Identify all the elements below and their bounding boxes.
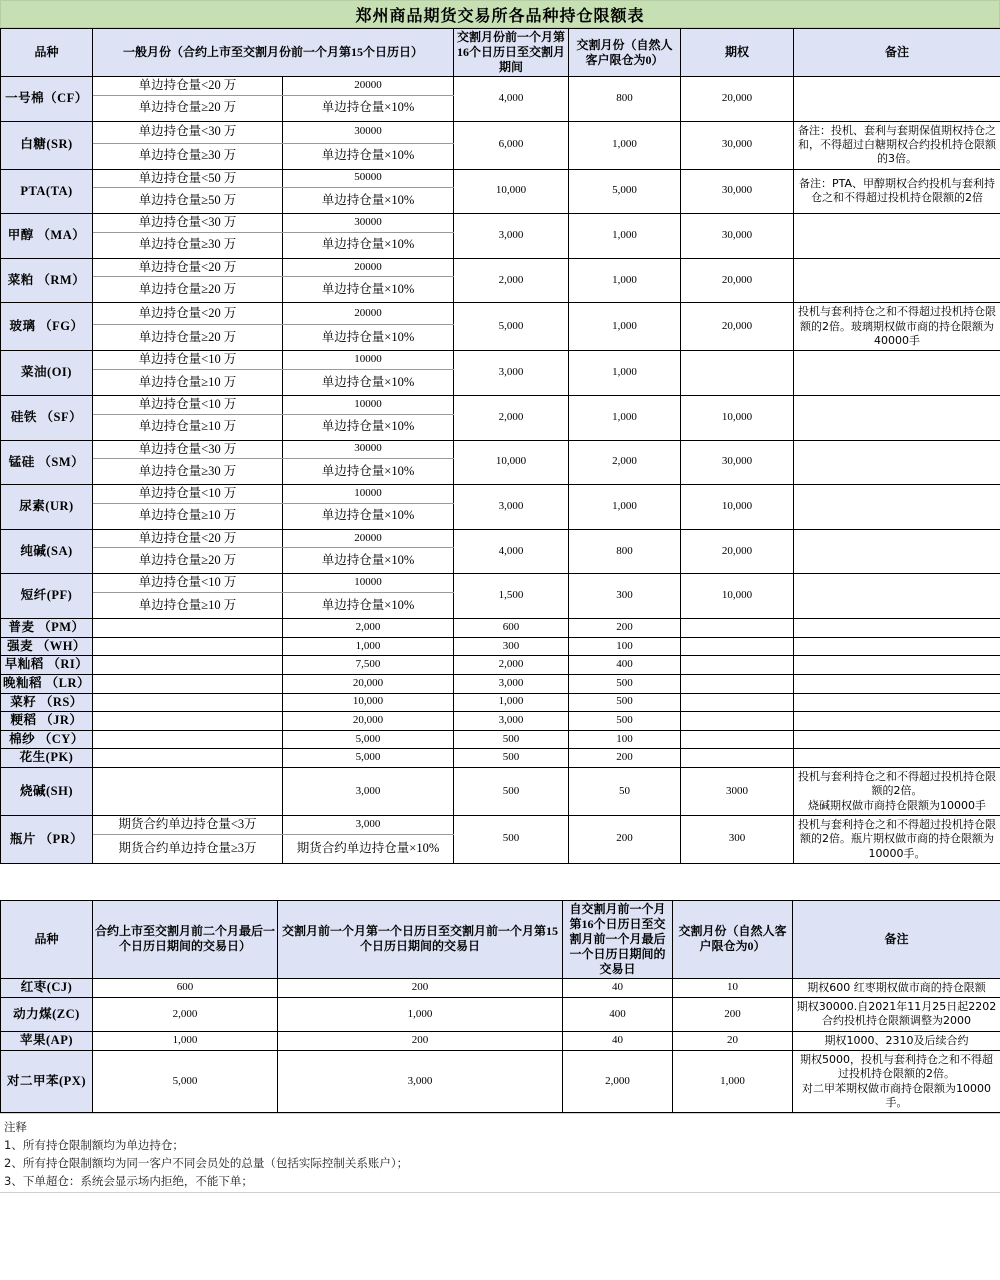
variety-name: 粳稻 （JR） [1,712,93,731]
th2-variety: 品种 [1,900,93,978]
pre-delivery-limit: 600 [454,619,569,638]
variety-name: PTA(TA) [1,169,93,214]
option-limit: 10,000 [681,485,794,530]
th-general-month: 一般月份（合约上市至交割月份前一个月第15个日历日） [93,29,454,77]
option-limit [681,712,794,731]
empty-condition-cell [93,674,283,693]
delivery-limit: 100 [569,730,681,749]
limit-col1: 2,000 [93,998,278,1032]
limit-lower: 单边持仓量×10% [283,188,454,214]
limit-lower: 单边持仓量×10% [283,95,454,121]
th2-col1: 合约上市至交割月前二个月最后一个日历日期间的交易日） [93,900,278,978]
limit-col3: 40 [563,1031,673,1050]
condition-upper: 单边持仓量<20 万 [93,258,283,277]
limit-col3: 400 [563,998,673,1032]
pre-delivery-limit: 3,000 [454,214,569,259]
option-limit: 10,000 [681,574,794,619]
variety-name: 甲醇 （MA） [1,214,93,259]
footnotes-block [0,1113,1000,1193]
option-limit: 300 [681,815,794,863]
delivery-limit: 1,000 [569,485,681,530]
limit-upper: 20000 [283,303,454,325]
delivery-limit: 500 [569,693,681,712]
pre-delivery-limit: 10,000 [454,440,569,485]
limit-col3: 2,000 [563,1051,673,1113]
limit-col4: 10 [673,978,793,997]
condition-upper: 单边持仓量<20 万 [93,303,283,325]
option-limit: 30,000 [681,440,794,485]
limit-lower: 单边持仓量×10% [283,414,454,440]
pre-delivery-limit: 1,000 [454,693,569,712]
th2-col3: 自交割月前一个月第16个日历日至交割月前一个月最后一个日历日期间的交易日 [563,900,673,978]
limit-upper: 30000 [283,440,454,459]
pre-delivery-limit: 1,500 [454,574,569,619]
row-remark [794,730,1000,749]
variety-name: 瓶片 （PR） [1,815,93,863]
delivery-limit: 1,000 [569,351,681,396]
row-remark [794,749,1000,768]
pre-delivery-limit: 10,000 [454,169,569,214]
row-remark [794,693,1000,712]
option-limit [681,749,794,768]
limit-upper: 30000 [283,121,454,143]
table-row [1,258,1000,277]
option-limit: 20,000 [681,77,794,122]
variety-name: 对二甲苯(PX) [1,1051,93,1113]
table-gap [0,864,1000,900]
th2-remark: 备注 [793,900,1000,978]
table-header-row [1,29,1000,77]
pre-delivery-limit: 5,000 [454,303,569,351]
limit-lower: 单边持仓量×10% [283,593,454,619]
condition-lower: 单边持仓量≥20 万 [93,325,283,351]
delivery-limit: 800 [569,77,681,122]
empty-condition-cell [93,637,283,656]
pre-delivery-limit: 3,000 [454,485,569,530]
variety-name: 玻璃 （FG） [1,303,93,351]
variety-name: 白糖(SR) [1,121,93,169]
delivery-limit: 1,000 [569,303,681,351]
table-row [1,351,1000,370]
delivery-limit: 400 [569,656,681,675]
limit-col4: 200 [673,998,793,1032]
row-remark: 投机与套利持仓之和不得超过投机持仓限额的2倍。瓶片期权做市商的持仓限额为10000手。 [794,815,1000,863]
limit-col3: 40 [563,978,673,997]
footnote-item: 1、所有持仓限制额均为单边持仓； [4,1138,184,1152]
table-row [1,395,1000,414]
table-row [1,77,1000,96]
limit-upper: 30000 [283,214,454,233]
delivery-limit: 1,000 [569,395,681,440]
variety-name: 硅铁 （SF） [1,395,93,440]
limit-lower: 期货合约单边持仓量×10% [283,834,454,863]
limit-lower: 单边持仓量×10% [283,232,454,258]
option-limit [681,674,794,693]
limit-lower: 单边持仓量×10% [283,369,454,395]
variety-name: 动力煤(ZC) [1,998,93,1032]
general-limit: 7,500 [283,656,454,675]
empty-condition-cell [93,749,283,768]
empty-condition-cell [93,619,283,638]
delivery-limit: 500 [569,674,681,693]
limit-upper: 50000 [283,169,454,188]
general-limit: 20,000 [283,674,454,693]
condition-upper: 单边持仓量<50 万 [93,169,283,188]
table-row [1,768,1000,816]
limit-lower: 单边持仓量×10% [283,548,454,574]
limit-lower: 单边持仓量×10% [283,459,454,485]
variety-name: 锰硅 （SM） [1,440,93,485]
table-row [1,121,1000,143]
row-remark [794,619,1000,638]
limit-col4: 20 [673,1031,793,1050]
pre-delivery-limit: 2,000 [454,656,569,675]
delivery-limit: 800 [569,529,681,574]
general-limit: 5,000 [283,749,454,768]
delivery-limit: 200 [569,749,681,768]
variety-name: 早籼稻 （RI） [1,656,93,675]
limit-col2: 200 [278,1031,563,1050]
limit-upper: 10000 [283,485,454,504]
option-limit: 20,000 [681,258,794,303]
row-remark: 投机与套利持仓之和不得超过投机持仓限额的2倍。 烧碱期权做市商持仓限额为10000手 [794,768,1000,816]
condition-lower: 期货合约单边持仓量≥3万 [93,834,283,863]
empty-condition-cell [93,768,283,816]
position-limit-table-main [0,28,1000,864]
row-remark [794,674,1000,693]
row-remark [794,395,1000,440]
general-limit: 2,000 [283,619,454,638]
th-option: 期权 [681,29,794,77]
variety-name: 纯碱(SA) [1,529,93,574]
condition-lower: 单边持仓量≥30 万 [93,459,283,485]
delivery-limit: 2,000 [569,440,681,485]
table-row [1,1051,1000,1113]
table-row [1,303,1000,325]
condition-lower: 单边持仓量≥30 万 [93,232,283,258]
delivery-limit: 50 [569,768,681,816]
table-row [1,656,1000,675]
row-remark: 期权1000、2310及后续合约 [793,1031,1000,1050]
limit-upper: 20000 [283,258,454,277]
limit-col2: 200 [278,978,563,997]
th2-col4: 交割月份（自然人客户限仓为0） [673,900,793,978]
row-remark [794,214,1000,259]
row-remark [794,485,1000,530]
condition-upper: 单边持仓量<10 万 [93,395,283,414]
empty-condition-cell [93,656,283,675]
delivery-limit: 5,000 [569,169,681,214]
condition-lower: 单边持仓量≥50 万 [93,188,283,214]
pre-delivery-limit: 500 [454,749,569,768]
limit-col1: 1,000 [93,1031,278,1050]
variety-name: 红枣(CJ) [1,978,93,997]
row-remark [794,77,1000,122]
variety-name: 晚籼稻 （LR） [1,674,93,693]
footnote-item: 3、下单超仓：系统会显示场内拒绝，不能下单； [4,1173,253,1188]
row-remark: 期权30000.自2021年11月25日起2202合约投机持仓限额调整为2000 [793,998,1000,1032]
empty-condition-cell [93,712,283,731]
option-limit [681,619,794,638]
table-row [1,978,1000,997]
delivery-limit: 500 [569,712,681,731]
option-limit: 30,000 [681,214,794,259]
table-row [1,529,1000,548]
th-variety: 品种 [1,29,93,77]
delivery-limit: 1,000 [569,258,681,303]
row-remark [794,637,1000,656]
limit-upper: 10000 [283,351,454,370]
row-remark: 期权600 红枣期权做市商的持仓限额 [793,978,1000,997]
variety-name: 菜油(OI) [1,351,93,396]
general-limit: 20,000 [283,712,454,731]
option-limit [681,656,794,675]
limit-col2: 1,000 [278,998,563,1032]
general-limit: 10,000 [283,693,454,712]
option-limit [681,693,794,712]
general-limit: 5,000 [283,730,454,749]
general-limit: 3,000 [283,768,454,816]
row-remark: 备注：投机、套利与套期保值期权持仓之和，不得超过白糖期权合约投机持仓限额的3倍。 [794,121,1000,169]
footnote-heading: 注释 [4,1120,27,1135]
option-limit: 10,000 [681,395,794,440]
delivery-limit: 1,000 [569,214,681,259]
table-row [1,619,1000,638]
th-remark: 备注 [794,29,1000,77]
option-limit: 30,000 [681,121,794,169]
row-remark [794,712,1000,731]
row-remark [794,351,1000,396]
table-row [1,485,1000,504]
variety-name: 花生(PK) [1,749,93,768]
pre-delivery-limit: 3,000 [454,674,569,693]
position-limit-table-secondary [0,900,1000,1113]
general-limit: 1,000 [283,637,454,656]
row-remark [794,440,1000,485]
th2-col2: 交割月前一个月第一个日历日至交割月前一个月第15个日历日期间的交易日 [278,900,563,978]
option-limit [681,730,794,749]
table-row [1,749,1000,768]
variety-name: 一号棉（CF） [1,77,93,122]
limit-col2: 3,000 [278,1051,563,1113]
variety-name: 棉纱 （CY） [1,730,93,749]
th-delivery-month: 交割月份（自然人客户限仓为0） [569,29,681,77]
pre-delivery-limit: 2,000 [454,395,569,440]
condition-upper: 单边持仓量<10 万 [93,351,283,370]
table-row [1,637,1000,656]
pre-delivery-limit: 4,000 [454,529,569,574]
table-row [1,693,1000,712]
condition-lower: 单边持仓量≥10 万 [93,414,283,440]
variety-name: 短纤(PF) [1,574,93,619]
table-row [1,574,1000,593]
condition-upper: 单边持仓量<30 万 [93,440,283,459]
footnote-item: 2、所有持仓限制额均为同一客户不同会员处的总量（包括实际控制关系账户）； [4,1155,409,1170]
row-remark [794,258,1000,303]
variety-name: 菜粕 （RM） [1,258,93,303]
variety-name: 菜籽 （RS） [1,693,93,712]
limit-upper: 10000 [283,395,454,414]
delivery-limit: 200 [569,619,681,638]
variety-name: 普麦 （PM） [1,619,93,638]
pre-delivery-limit: 6,000 [454,121,569,169]
pre-delivery-limit: 500 [454,768,569,816]
condition-lower: 单边持仓量≥10 万 [93,593,283,619]
limit-upper: 20000 [283,77,454,96]
table-row [1,1031,1000,1050]
row-remark: 投机与套利持仓之和不得超过投机持仓限额的2倍。玻璃期权做市商的持仓限额为40000手 [794,303,1000,351]
pre-delivery-limit: 2,000 [454,258,569,303]
limit-col1: 5,000 [93,1051,278,1113]
table-row [1,815,1000,834]
condition-lower: 单边持仓量≥10 万 [93,503,283,529]
table-row [1,169,1000,188]
limit-upper: 3,000 [283,815,454,834]
variety-name: 苹果(AP) [1,1031,93,1050]
limit-lower: 单边持仓量×10% [283,277,454,303]
condition-lower: 单边持仓量≥30 万 [93,143,283,169]
limit-lower: 单边持仓量×10% [283,325,454,351]
option-limit: 20,000 [681,529,794,574]
option-limit: 3000 [681,768,794,816]
limit-lower: 单边持仓量×10% [283,143,454,169]
row-remark: 备注：PTA、甲醇期权合约投机与套利持仓之和不得超过投机持仓限额的2倍 [794,169,1000,214]
condition-lower: 单边持仓量≥10 万 [93,369,283,395]
pre-delivery-limit: 300 [454,637,569,656]
condition-upper: 单边持仓量<20 万 [93,529,283,548]
variety-name: 尿素(UR) [1,485,93,530]
page-title: 郑州商品期货交易所各品种持仓限额表 [0,0,1000,28]
condition-upper: 单边持仓量<30 万 [93,121,283,143]
pre-delivery-limit: 500 [454,730,569,749]
limit-lower: 单边持仓量×10% [283,503,454,529]
row-remark [794,529,1000,574]
table-row [1,674,1000,693]
condition-upper: 单边持仓量<10 万 [93,485,283,504]
delivery-limit: 100 [569,637,681,656]
pre-delivery-limit: 4,000 [454,77,569,122]
limit-upper: 20000 [283,529,454,548]
option-limit: 20,000 [681,303,794,351]
pre-delivery-limit: 3,000 [454,351,569,396]
variety-name: 强麦 （WH） [1,637,93,656]
condition-lower: 单边持仓量≥20 万 [93,277,283,303]
table-row [1,214,1000,233]
limit-col4: 1,000 [673,1051,793,1113]
table2-header-row [1,900,1000,978]
variety-name: 烧碱(SH) [1,768,93,816]
limit-col1: 600 [93,978,278,997]
delivery-limit: 1,000 [569,121,681,169]
empty-condition-cell [93,730,283,749]
row-remark: 期权5000，投机与套利持仓之和不得超过投机持仓限额的2倍。 对二甲苯期权做市商持仓限额为10000手。 [793,1051,1000,1113]
row-remark [794,574,1000,619]
condition-upper: 期货合约单边持仓量<3万 [93,815,283,834]
table-row [1,730,1000,749]
option-limit [681,351,794,396]
delivery-limit: 200 [569,815,681,863]
condition-lower: 单边持仓量≥20 万 [93,95,283,121]
option-limit [681,637,794,656]
delivery-limit: 300 [569,574,681,619]
table-row [1,440,1000,459]
condition-upper: 单边持仓量<10 万 [93,574,283,593]
pre-delivery-limit: 500 [454,815,569,863]
th-pre-delivery: 交割月份前一个月第16个日历日至交割月期间 [454,29,569,77]
condition-lower: 单边持仓量≥20 万 [93,548,283,574]
row-remark [794,656,1000,675]
limit-upper: 10000 [283,574,454,593]
pre-delivery-limit: 3,000 [454,712,569,731]
condition-upper: 单边持仓量<20 万 [93,77,283,96]
empty-condition-cell [93,693,283,712]
table-row [1,712,1000,731]
condition-upper: 单边持仓量<30 万 [93,214,283,233]
option-limit: 30,000 [681,169,794,214]
table-row [1,998,1000,1032]
